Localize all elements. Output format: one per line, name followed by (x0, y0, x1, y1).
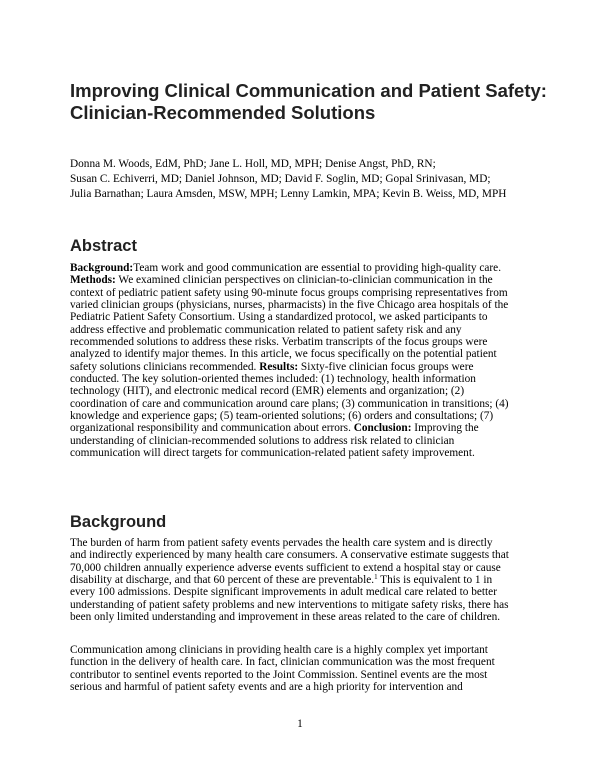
body-line: The burden of harm from patient safety events pervades the health care system and is directly (70, 537, 493, 549)
body-text: disability at discharge, and that 60 percent of these are preventable. (70, 574, 375, 587)
background-label: Background: (70, 262, 134, 274)
abstract-line: coordination of care and communication around care plans; (3) communication in transitions; (4) (70, 397, 509, 410)
results-label: Results: (259, 360, 299, 373)
citation-superscript: 1 (374, 573, 378, 582)
abstract-body (70, 262, 540, 460)
body-line: and indirectly experienced by many health care consumers. A conservative estimate suggests that (70, 549, 509, 562)
body-line: 70,000 children annually experience adverse events sufficient to extend a hospital stay or cause (70, 561, 501, 574)
abstract-line: varied clinician groups (physicians, nurses, pharmacists) in the five Chicago area hospitals of the (70, 299, 509, 312)
body-line: every 100 admissions. Despite significant improvements in adult medical care related to better (70, 586, 497, 599)
abstract-line: context of pediatric patient safety using 90-minute focus groups comprising representatives from (70, 286, 508, 299)
abstract-line: Pediatric Patient Safety Consortium. Using a standardized protocol, we asked participants to (70, 311, 488, 324)
conclusion-label: Conclusion: (353, 422, 412, 435)
abstract-line: communication will direct targets for communication-related patient safety improvement. (70, 447, 475, 460)
abstract-line: conducted. The key solution-oriented themes included: (1) technology, health information (70, 373, 476, 386)
background-paragraph-1 (70, 537, 540, 623)
background-paragraph-2 (70, 644, 540, 693)
author-line-1: Donna M. Woods, EdM, PhD; Jane L. Holl, MD, MPH; Denise Angst, PhD, RN; (70, 158, 436, 170)
abstract-text: Team work and good communication are essential to providing high-quality care. (133, 262, 502, 274)
abstract-text: Sixty-five clinician focus groups were (298, 360, 474, 373)
abstract-text: Improving the (411, 422, 479, 435)
title-line-1: Improving Clinical Communication and Patient Safety: (70, 80, 547, 101)
abstract-line (70, 422, 540, 434)
abstract-line: understanding of clinician-recommended solutions to address risk related to clinician (70, 434, 455, 447)
body-line: Communication among clinicians in providing health care is a highly complex yet important (70, 644, 488, 656)
author-line-3: Julia Barnathan; Laura Amsden, MSW, MPH; Lenny Lamkin, MPA; Kevin B. Weiss, MD, MPH (70, 188, 507, 200)
body-line: been only limited understanding and improvement in these areas related to the care of children. (70, 611, 501, 624)
title-line-2: Clinician-Recommended Solutions (70, 102, 376, 123)
author-line-2: Susan C. Echiverri, MD; Daniel Johnson, MD; David F. Soglin, MD; Gopal Srinivasan, MD; (70, 173, 491, 185)
body-line: contributor to sentinel events reported to the Joint Commission. Sentinel events are the most (70, 668, 488, 681)
abstract-line: analyzed to identify major themes. In this article, we focus specifically on the potential patient (70, 348, 497, 361)
abstract-line (70, 274, 540, 286)
paper-title (70, 80, 550, 124)
body-line (70, 574, 540, 586)
page-number: 1 (297, 718, 303, 730)
body-text: This is equivalent to 1 in (377, 574, 493, 587)
body-line: serious and harmful of patient safety events and are a high priority for intervention and (70, 681, 463, 694)
methods-label: Methods: (70, 274, 116, 287)
abstract-text: safety solutions clinicians recommended. (70, 360, 260, 373)
abstract-text: organizational responsibility and communication about errors. (70, 422, 354, 435)
abstract-line (70, 262, 540, 274)
abstract-line (70, 361, 540, 373)
abstract-line: recommended solutions to address these risks. Verbatim transcripts of the focus groups were (70, 336, 488, 349)
abstract-line: address effective and problematic communication related to patient safety risk and any (70, 323, 462, 336)
background-heading: Background (70, 513, 167, 531)
body-line: understanding of patient safety problems and new interventions to mitigate safety risks, there has (70, 598, 509, 611)
abstract-heading: Abstract (70, 237, 137, 255)
author-list (70, 157, 550, 202)
abstract-line: technology (HIT), and electronic medical record (EMR) elements and organization; (2) (70, 385, 465, 398)
abstract-text: We examined clinician perspectives on clinician-to-clinician communication in the (115, 274, 493, 287)
abstract-line: knowledge and experience gaps; (5) team-oriented solutions; (6) orders and consultations; (7) (70, 410, 494, 423)
body-line: function in the delivery of health care. In fact, clinician communication was the most frequent (70, 656, 495, 669)
